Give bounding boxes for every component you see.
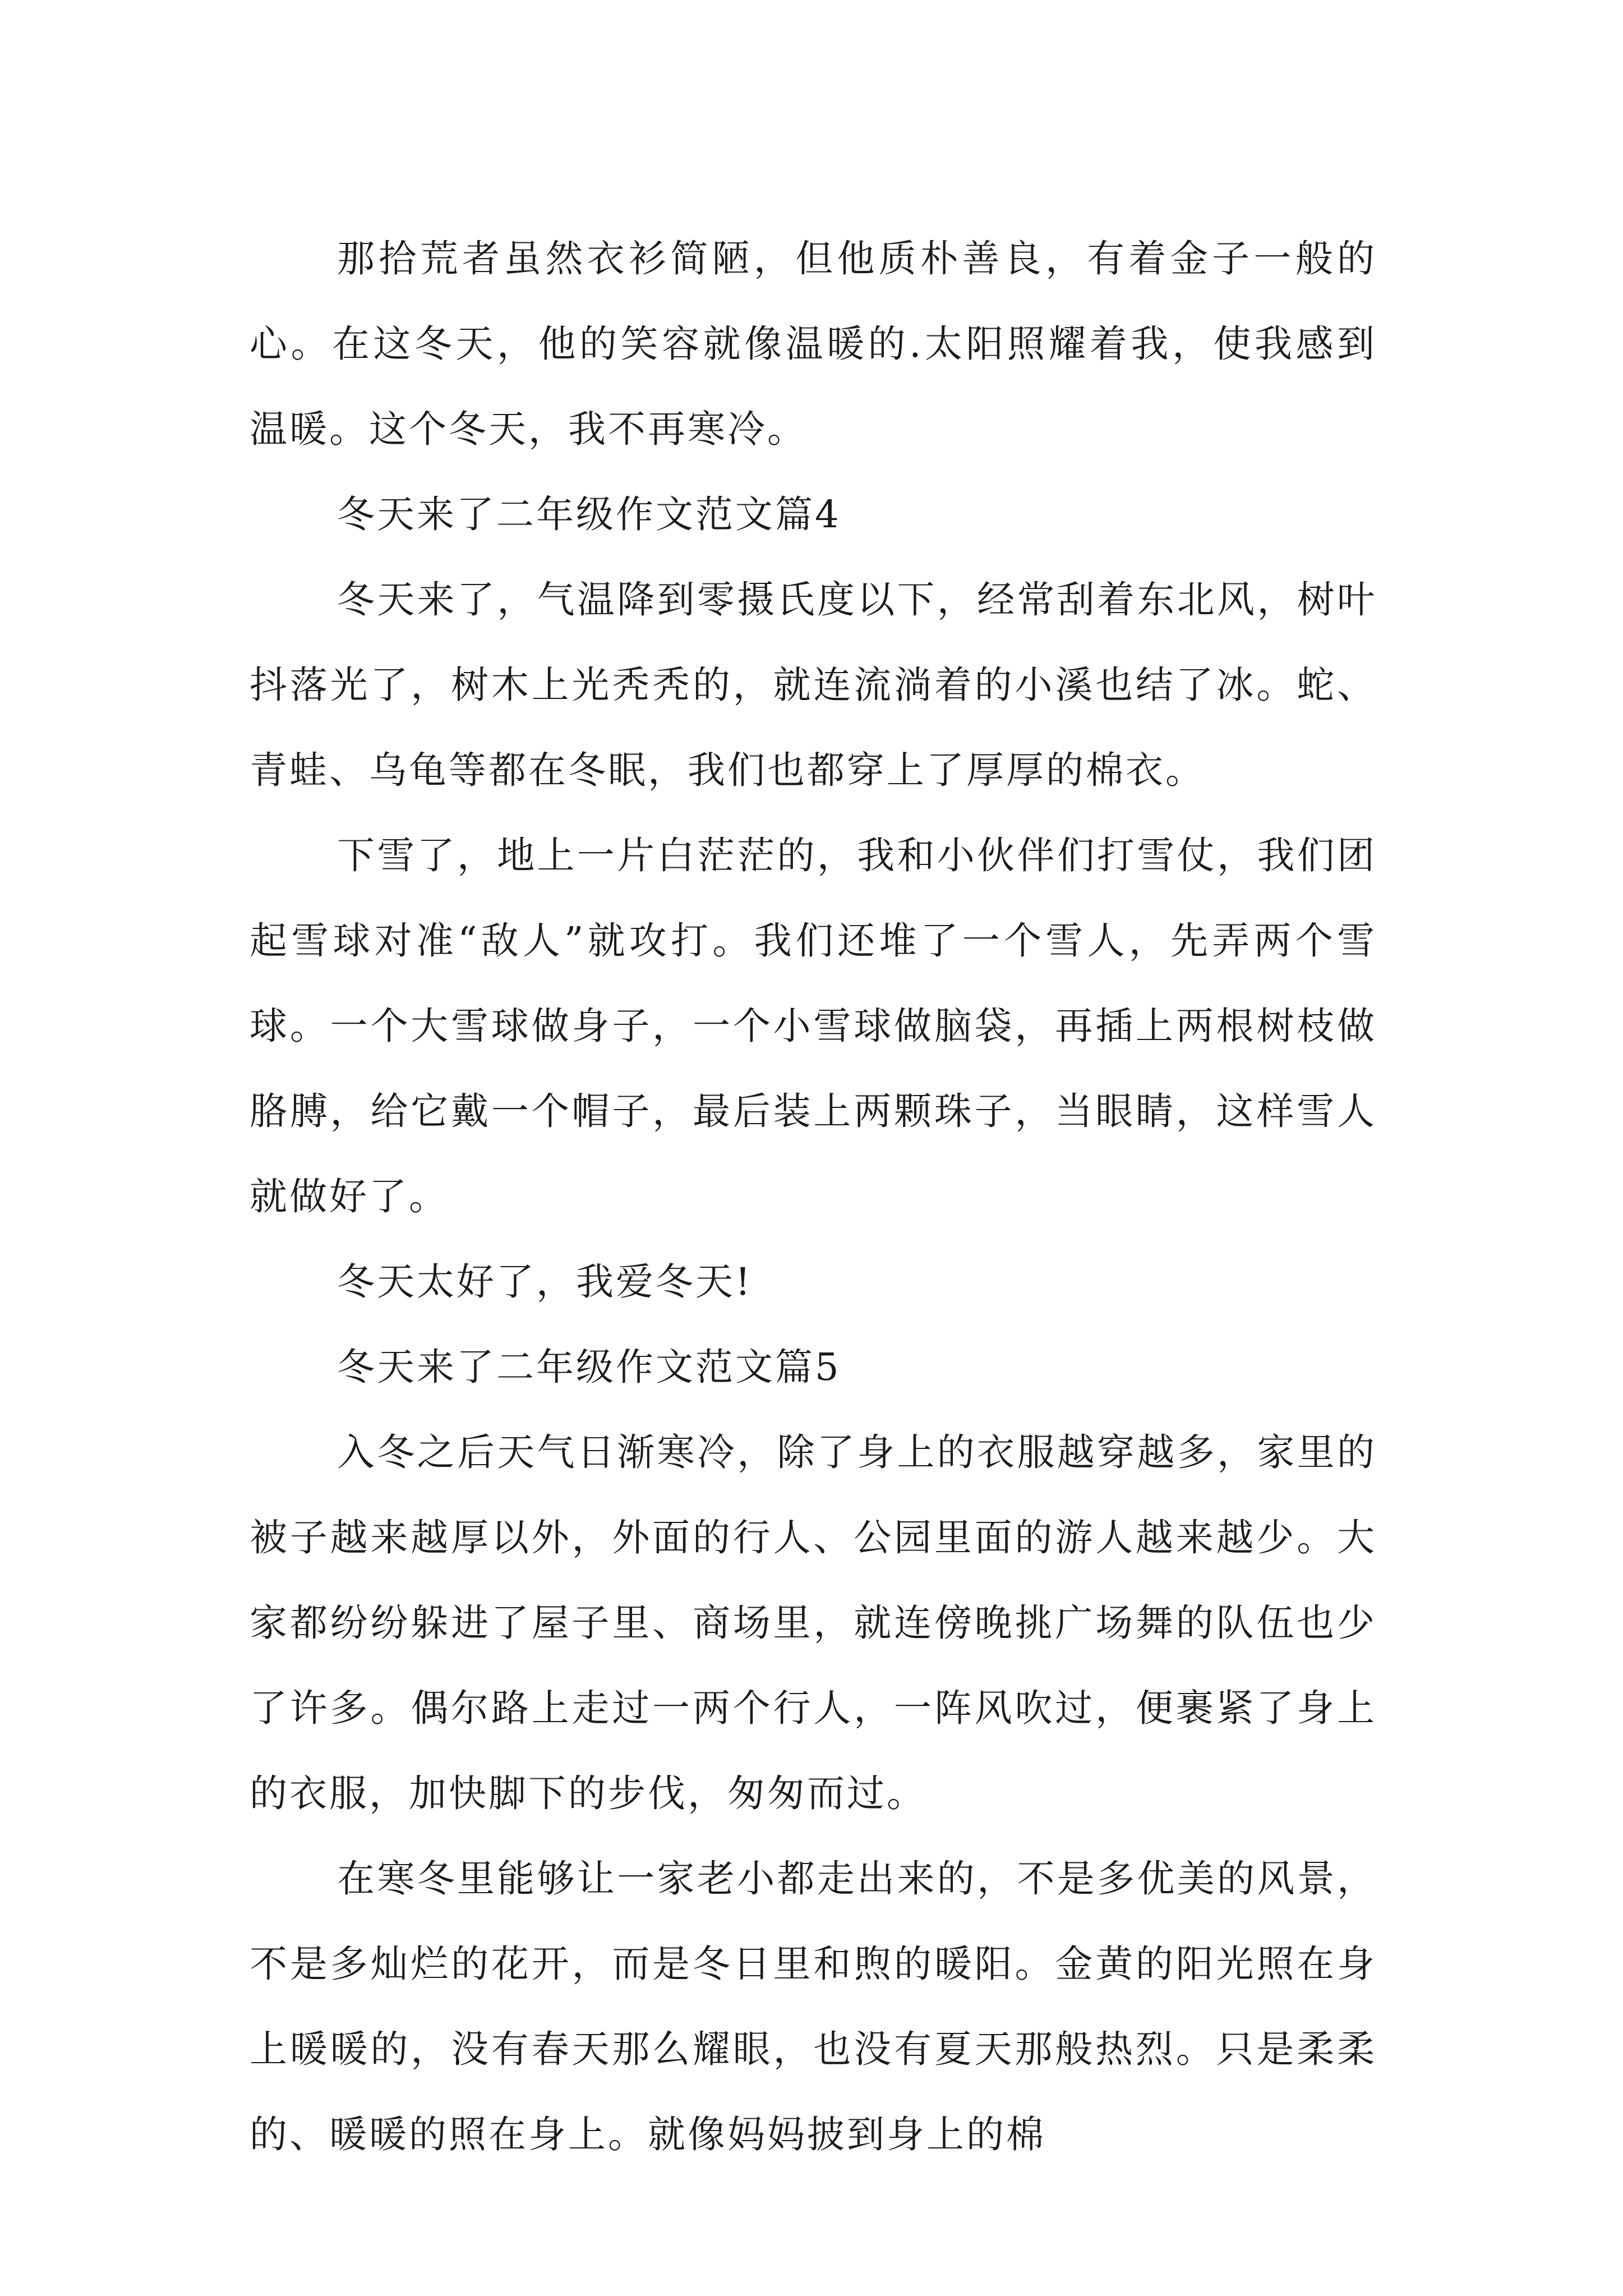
- paragraph-winter-arrives: 冬天来了，气温降到零摄氏度以下，经常刮着东北风，树叶抖落光了，树木上光秃秃的，就连流淌着的小溪也结了冰。蛇、青蛙、乌龟等都在冬眠，我们也都穿上了厚厚的棉衣。: [250, 578, 1377, 792]
- section-heading-4: 冬天来了二年级作文范文篇4: [337, 493, 841, 536]
- paragraph-cold-weather: 入冬之后天气日渐寒冷，除了身上的衣服越穿越多，家里的被子越来越厚以外，外面的行人、公园里面的游人越来越少。大家都纷纷躲进了屋子里、商场里，就连傍晚挑广场舞的队伍也少了许多。偶尔路上走过一两个行人，一阵风吹过，便裹紧了身上的衣服，加快脚下的步伐，匆匆而过。: [250, 1430, 1377, 1815]
- paragraph-snowman: 下雪了，地上一片白茫茫的，我和小伙伴们打雪仗，我们团起雪球对准“敌人”就攻打。我们还堆了一个雪人，先弄两个雪球。一个大雪球做身子，一个小雪球做脑袋，再插上两根树枝做胳膊，给它戴一个帽子，最后装上两颗珠子，当眼睛，这样雪人就做好了。: [250, 834, 1377, 1218]
- paragraph-winter-sun: 在寒冬里能够让一家老小都走出来的，不是多优美的风景，不是多灿烂的花开，而是冬日里和煦的暖阳。金黄的阳光照在身上暖暖的，没有春天那么耀眼，也没有夏天那般热烈。只是柔柔的、暖暖的照在身上。就像妈妈披到身上的棉: [250, 1857, 1377, 2156]
- document-body: [250, 216, 1377, 2177]
- paragraph-closing-text: 那拾荒者虽然衣衫简陋，但他质朴善良，有着金子一般的心。在这冬天，他的笑容就像温暖的.太阳照耀着我，使我感到温暖。这个冬天，我不再寒冷。: [250, 237, 1377, 451]
- section-heading-5: 冬天来了二年级作文范文篇5: [337, 1345, 841, 1389]
- paragraph-love-winter: 冬天太好了，我爱冬天!: [337, 1260, 753, 1304]
